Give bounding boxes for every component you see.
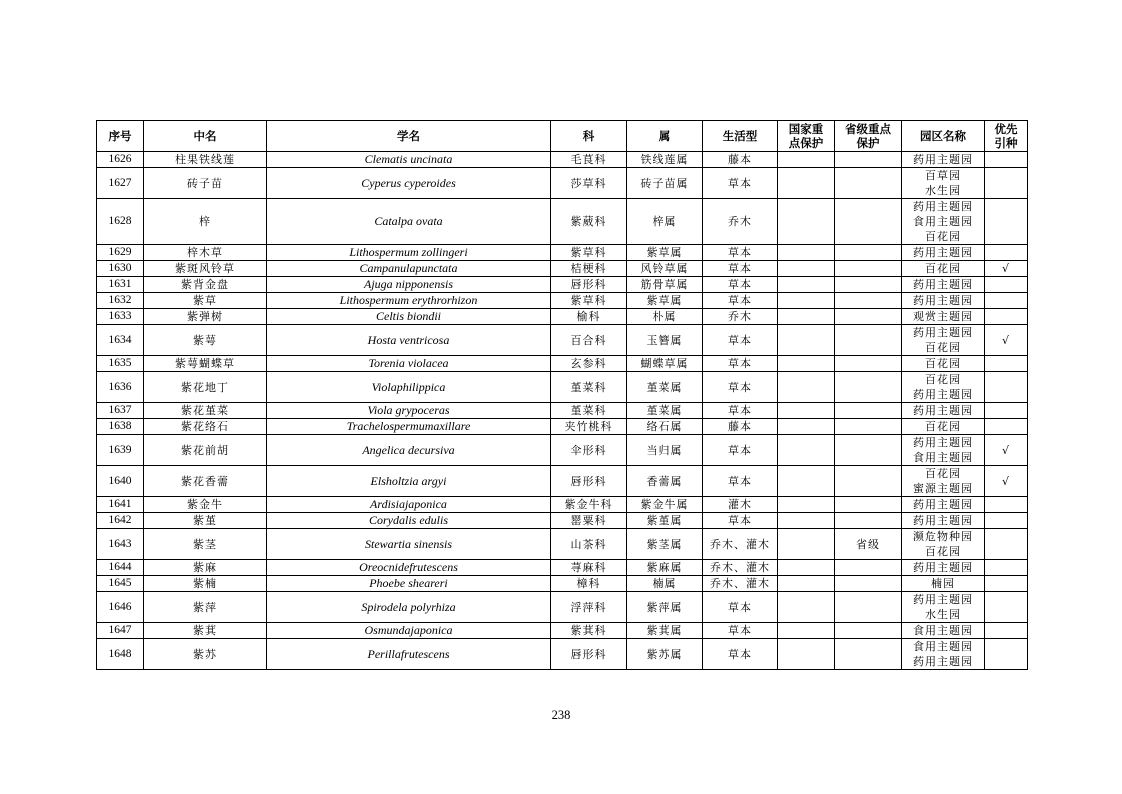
cell-sci-name: Lithospermum erythrorhizon (267, 293, 551, 309)
table-row (97, 293, 1028, 309)
cell-no: 1639 (97, 435, 144, 466)
cell-park-zone (902, 560, 985, 576)
cell-genus: 紫茎属 (627, 529, 703, 560)
header-national-protection: 国家重 点保护 (778, 121, 835, 152)
cell-cn-name: 紫萼蝴蝶草 (144, 356, 267, 372)
cell-life-form: 草本 (703, 466, 778, 497)
header-row (97, 121, 1028, 152)
cell-cn-name: 紫茎 (144, 529, 267, 560)
header-genus: 属 (627, 121, 703, 152)
cell-genus: 当归属 (627, 435, 703, 466)
park-zone-item: 药用主题园 (913, 200, 973, 213)
cell-cn-name: 紫草 (144, 293, 267, 309)
cell-genus: 铁线莲属 (627, 152, 703, 168)
park-zone-item: 百花园 (925, 420, 961, 433)
park-zone-item: 药用主题园 (913, 278, 973, 291)
cell-life-form: 草本 (703, 168, 778, 199)
park-zone-item: 百花园 (925, 545, 961, 558)
cell-national-protection (778, 576, 835, 592)
cell-no: 1643 (97, 529, 144, 560)
cell-provincial-protection (835, 372, 902, 403)
cell-no: 1638 (97, 419, 144, 435)
cell-park-zone (902, 529, 985, 560)
cell-genus: 筋骨草属 (627, 277, 703, 293)
cell-sci-name: Torenia violacea (267, 356, 551, 372)
table-row (97, 261, 1028, 277)
park-zone-item: 药用主题园 (913, 655, 973, 668)
cell-sci-name: Corydalis edulis (267, 513, 551, 529)
table-row (97, 560, 1028, 576)
cell-cn-name: 紫楠 (144, 576, 267, 592)
header-life-form: 生活型 (703, 121, 778, 152)
cell-life-form: 乔木、灌木 (703, 576, 778, 592)
cell-park-zone (902, 576, 985, 592)
cell-sci-name: Trachelospermumaxillare (267, 419, 551, 435)
table-row (97, 435, 1028, 466)
cell-life-form: 草本 (703, 261, 778, 277)
cell-sci-name: Lithospermum zollingeri (267, 245, 551, 261)
park-zone-item: 药用主题园 (913, 498, 973, 511)
table-row (97, 356, 1028, 372)
cell-cn-name: 紫萁 (144, 623, 267, 639)
table-row (97, 152, 1028, 168)
cell-priority (985, 403, 1028, 419)
park-zone-item: 药用主题园 (913, 388, 973, 401)
cell-priority (985, 372, 1028, 403)
cell-no: 1637 (97, 403, 144, 419)
cell-family: 紫草科 (551, 293, 627, 309)
cell-provincial-protection: 省级 (835, 529, 902, 560)
cell-priority (985, 592, 1028, 623)
cell-park-zone (902, 293, 985, 309)
cell-cn-name: 梓木草 (144, 245, 267, 261)
cell-provincial-protection (835, 623, 902, 639)
cell-park-zone (902, 261, 985, 277)
cell-park-zone (902, 623, 985, 639)
cell-life-form: 草本 (703, 372, 778, 403)
cell-sci-name: Stewartia sinensis (267, 529, 551, 560)
cell-genus: 紫萁属 (627, 623, 703, 639)
cell-provincial-protection (835, 261, 902, 277)
table-row (97, 513, 1028, 529)
cell-cn-name: 紫花香薷 (144, 466, 267, 497)
cell-sci-name: Violaphilippica (267, 372, 551, 403)
cell-life-form: 草本 (703, 513, 778, 529)
park-zone-item: 食用主题园 (913, 451, 973, 464)
cell-priority (985, 419, 1028, 435)
cell-national-protection (778, 168, 835, 199)
cell-priority (985, 168, 1028, 199)
park-zone-item: 药用主题园 (913, 514, 973, 527)
cell-priority (985, 576, 1028, 592)
cell-sci-name: Celtis biondii (267, 309, 551, 325)
cell-family: 紫萁科 (551, 623, 627, 639)
table-row (97, 168, 1028, 199)
cell-no: 1631 (97, 277, 144, 293)
cell-national-protection (778, 529, 835, 560)
cell-life-form: 草本 (703, 356, 778, 372)
cell-sci-name: Hosta ventricosa (267, 325, 551, 356)
table-row (97, 592, 1028, 623)
cell-genus: 风铃草属 (627, 261, 703, 277)
cell-cn-name: 紫弹树 (144, 309, 267, 325)
cell-park-zone (902, 325, 985, 356)
cell-life-form: 草本 (703, 325, 778, 356)
cell-national-protection (778, 639, 835, 670)
cell-national-protection (778, 372, 835, 403)
cell-park-zone (902, 309, 985, 325)
cell-family: 榆科 (551, 309, 627, 325)
cell-park-zone (902, 419, 985, 435)
table-row (97, 309, 1028, 325)
cell-cn-name: 砖子苗 (144, 168, 267, 199)
cell-park-zone (902, 199, 985, 245)
cell-provincial-protection (835, 466, 902, 497)
cell-priority (985, 199, 1028, 245)
cell-genus: 堇菜属 (627, 372, 703, 403)
cell-genus: 络石属 (627, 419, 703, 435)
cell-family: 莎草科 (551, 168, 627, 199)
cell-priority (985, 497, 1028, 513)
table-row (97, 372, 1028, 403)
cell-family: 唇形科 (551, 639, 627, 670)
cell-no: 1628 (97, 199, 144, 245)
cell-genus: 紫麻属 (627, 560, 703, 576)
header-priority: 优先 引种 (985, 121, 1028, 152)
cell-national-protection (778, 199, 835, 245)
cell-life-form: 草本 (703, 639, 778, 670)
cell-priority (985, 513, 1028, 529)
cell-family: 夹竹桃科 (551, 419, 627, 435)
cell-priority: √ (985, 261, 1028, 277)
cell-life-form: 草本 (703, 277, 778, 293)
table-row (97, 623, 1028, 639)
cell-family: 百合科 (551, 325, 627, 356)
cell-life-form: 藤本 (703, 419, 778, 435)
cell-priority (985, 309, 1028, 325)
cell-genus: 香薷属 (627, 466, 703, 497)
cell-cn-name: 紫萍 (144, 592, 267, 623)
cell-no: 1647 (97, 623, 144, 639)
cell-life-form: 藤本 (703, 152, 778, 168)
cell-priority (985, 639, 1028, 670)
park-zone-item: 食用主题园 (913, 215, 973, 228)
table-row (97, 199, 1028, 245)
cell-no: 1645 (97, 576, 144, 592)
cell-national-protection (778, 560, 835, 576)
park-zone-item: 百花园 (925, 373, 961, 386)
cell-national-protection (778, 435, 835, 466)
cell-life-form: 乔木、灌木 (703, 560, 778, 576)
park-zone-item: 药用主题园 (913, 593, 973, 606)
cell-no: 1635 (97, 356, 144, 372)
cell-cn-name: 紫麻 (144, 560, 267, 576)
cell-park-zone (902, 403, 985, 419)
table-row (97, 277, 1028, 293)
header-provincial-protection: 省级重点 保护 (835, 121, 902, 152)
cell-provincial-protection (835, 168, 902, 199)
header-no: 序号 (97, 121, 144, 152)
cell-no: 1632 (97, 293, 144, 309)
cell-genus: 紫草属 (627, 293, 703, 309)
page-number: 238 (551, 708, 571, 722)
cell-provincial-protection (835, 419, 902, 435)
cell-priority (985, 152, 1028, 168)
header-family: 科 (551, 121, 627, 152)
park-zone-item: 药用主题园 (913, 561, 973, 574)
cell-no: 1646 (97, 592, 144, 623)
cell-family: 堇菜科 (551, 403, 627, 419)
cell-no: 1633 (97, 309, 144, 325)
cell-no: 1640 (97, 466, 144, 497)
cell-sci-name: Catalpa ovata (267, 199, 551, 245)
cell-provincial-protection (835, 513, 902, 529)
cell-priority (985, 623, 1028, 639)
cell-priority (985, 529, 1028, 560)
cell-no: 1644 (97, 560, 144, 576)
table-row (97, 529, 1028, 560)
cell-genus: 紫堇属 (627, 513, 703, 529)
cell-national-protection (778, 513, 835, 529)
cell-family: 堇菜科 (551, 372, 627, 403)
cell-family: 荨麻科 (551, 560, 627, 576)
cell-genus: 楠属 (627, 576, 703, 592)
cell-cn-name: 紫花前胡 (144, 435, 267, 466)
cell-national-protection (778, 325, 835, 356)
cell-national-protection (778, 261, 835, 277)
cell-cn-name: 柱果铁线莲 (144, 152, 267, 168)
cell-park-zone (902, 245, 985, 261)
table-row (97, 639, 1028, 670)
cell-national-protection (778, 152, 835, 168)
cell-genus: 紫萍属 (627, 592, 703, 623)
table-row (97, 245, 1028, 261)
cell-family: 罂粟科 (551, 513, 627, 529)
cell-life-form: 草本 (703, 403, 778, 419)
cell-life-form: 灌木 (703, 497, 778, 513)
cell-national-protection (778, 592, 835, 623)
park-zone-item: 百草园 (925, 169, 961, 182)
cell-sci-name: Ardisiajaponica (267, 497, 551, 513)
cell-cn-name: 紫花络石 (144, 419, 267, 435)
cell-no: 1630 (97, 261, 144, 277)
cell-sci-name: Ajuga nipponensis (267, 277, 551, 293)
cell-sci-name: Angelica decursiva (267, 435, 551, 466)
cell-sci-name: Clematis uncinata (267, 152, 551, 168)
cell-provincial-protection (835, 560, 902, 576)
cell-provincial-protection (835, 325, 902, 356)
cell-park-zone (902, 277, 985, 293)
cell-national-protection (778, 419, 835, 435)
park-zone-item: 濒危物种园 (913, 530, 973, 543)
cell-park-zone (902, 639, 985, 670)
cell-park-zone (902, 497, 985, 513)
cell-sci-name: Elsholtzia argyi (267, 466, 551, 497)
header-park-zone: 园区名称 (902, 121, 985, 152)
cell-priority: √ (985, 435, 1028, 466)
park-zone-item: 百花园 (925, 467, 961, 480)
cell-sci-name: Phoebe sheareri (267, 576, 551, 592)
table-row (97, 497, 1028, 513)
cell-family: 紫葳科 (551, 199, 627, 245)
cell-priority (985, 277, 1028, 293)
cell-genus: 堇菜属 (627, 403, 703, 419)
cell-no: 1626 (97, 152, 144, 168)
cell-provincial-protection (835, 245, 902, 261)
cell-priority (985, 293, 1028, 309)
cell-genus: 紫苏属 (627, 639, 703, 670)
cell-park-zone (902, 466, 985, 497)
cell-no: 1641 (97, 497, 144, 513)
cell-national-protection (778, 245, 835, 261)
cell-cn-name: 紫花地丁 (144, 372, 267, 403)
cell-family: 伞形科 (551, 435, 627, 466)
cell-genus: 朴属 (627, 309, 703, 325)
park-zone-item: 药用主题园 (913, 246, 973, 259)
cell-cn-name: 梓 (144, 199, 267, 245)
cell-national-protection (778, 623, 835, 639)
cell-family: 紫金牛科 (551, 497, 627, 513)
cell-genus: 砖子苗属 (627, 168, 703, 199)
cell-park-zone (902, 152, 985, 168)
cell-genus: 紫草属 (627, 245, 703, 261)
cell-genus: 紫金牛属 (627, 497, 703, 513)
cell-sci-name: Viola grypoceras (267, 403, 551, 419)
cell-genus: 蝴蝶草属 (627, 356, 703, 372)
cell-life-form: 乔木 (703, 199, 778, 245)
cell-family: 唇形科 (551, 466, 627, 497)
cell-provincial-protection (835, 277, 902, 293)
park-zone-item: 药用主题园 (913, 326, 973, 339)
cell-national-protection (778, 466, 835, 497)
cell-park-zone (902, 356, 985, 372)
cell-family: 樟科 (551, 576, 627, 592)
cell-no: 1636 (97, 372, 144, 403)
cell-priority: √ (985, 466, 1028, 497)
cell-provincial-protection (835, 639, 902, 670)
cell-cn-name: 紫苏 (144, 639, 267, 670)
cell-provincial-protection (835, 152, 902, 168)
cell-life-form: 乔木、灌木 (703, 529, 778, 560)
cell-sci-name: Campanulapunctata (267, 261, 551, 277)
cell-park-zone (902, 592, 985, 623)
park-zone-item: 药用主题园 (913, 404, 973, 417)
table-row (97, 576, 1028, 592)
cell-provincial-protection (835, 497, 902, 513)
cell-no: 1642 (97, 513, 144, 529)
header-sci-name: 学名 (267, 121, 551, 152)
park-zone-item: 食用主题园 (913, 640, 973, 653)
cell-provincial-protection (835, 356, 902, 372)
cell-sci-name: Perillafrutescens (267, 639, 551, 670)
table-row (97, 466, 1028, 497)
park-zone-item: 蜜源主题园 (913, 482, 973, 495)
cell-cn-name: 紫萼 (144, 325, 267, 356)
cell-national-protection (778, 309, 835, 325)
cell-sci-name: Oreocnidefrutescens (267, 560, 551, 576)
park-zone-item: 水生园 (925, 608, 961, 621)
cell-park-zone (902, 168, 985, 199)
cell-provincial-protection (835, 309, 902, 325)
cell-cn-name: 紫斑风铃草 (144, 261, 267, 277)
cell-sci-name: Spirodela polyrhiza (267, 592, 551, 623)
cell-national-protection (778, 356, 835, 372)
park-zone-item: 百花园 (925, 230, 961, 243)
cell-life-form: 草本 (703, 592, 778, 623)
cell-family: 唇形科 (551, 277, 627, 293)
cell-life-form: 乔木 (703, 309, 778, 325)
cell-family: 山茶科 (551, 529, 627, 560)
cell-provincial-protection (835, 576, 902, 592)
park-zone-item: 楠园 (931, 577, 955, 590)
cell-national-protection (778, 403, 835, 419)
table-row (97, 325, 1028, 356)
cell-no: 1629 (97, 245, 144, 261)
cell-national-protection (778, 293, 835, 309)
cell-family: 毛茛科 (551, 152, 627, 168)
cell-family: 紫草科 (551, 245, 627, 261)
cell-no: 1627 (97, 168, 144, 199)
cell-family: 玄参科 (551, 356, 627, 372)
cell-priority (985, 356, 1028, 372)
cell-park-zone (902, 513, 985, 529)
cell-provincial-protection (835, 592, 902, 623)
header-cn-name: 中名 (144, 121, 267, 152)
cell-park-zone (902, 435, 985, 466)
cell-family: 浮萍科 (551, 592, 627, 623)
cell-no: 1648 (97, 639, 144, 670)
cell-park-zone (902, 372, 985, 403)
park-zone-item: 百花园 (925, 357, 961, 370)
cell-genus: 梓属 (627, 199, 703, 245)
table-row (97, 419, 1028, 435)
cell-provincial-protection (835, 435, 902, 466)
cell-priority (985, 560, 1028, 576)
park-zone-item: 水生园 (925, 184, 961, 197)
park-zone-item: 药用主题园 (913, 153, 973, 166)
cell-life-form: 草本 (703, 435, 778, 466)
cell-cn-name: 紫花堇菜 (144, 403, 267, 419)
cell-genus: 玉簪属 (627, 325, 703, 356)
cell-life-form: 草本 (703, 245, 778, 261)
park-zone-item: 观赏主题园 (913, 310, 973, 323)
cell-sci-name: Osmundajaponica (267, 623, 551, 639)
cell-family: 桔梗科 (551, 261, 627, 277)
cell-provincial-protection (835, 293, 902, 309)
cell-national-protection (778, 497, 835, 513)
cell-national-protection (778, 277, 835, 293)
cell-cn-name: 紫背金盘 (144, 277, 267, 293)
cell-life-form: 草本 (703, 293, 778, 309)
cell-provincial-protection (835, 199, 902, 245)
cell-provincial-protection (835, 403, 902, 419)
table-row (97, 403, 1028, 419)
cell-priority (985, 245, 1028, 261)
park-zone-item: 百花园 (925, 262, 961, 275)
park-zone-item: 食用主题园 (913, 624, 973, 637)
park-zone-item: 药用主题园 (913, 436, 973, 449)
plant-catalog-table (96, 120, 1028, 670)
cell-cn-name: 紫堇 (144, 513, 267, 529)
cell-priority: √ (985, 325, 1028, 356)
cell-no: 1634 (97, 325, 144, 356)
cell-life-form: 草本 (703, 623, 778, 639)
cell-cn-name: 紫金牛 (144, 497, 267, 513)
park-zone-item: 药用主题园 (913, 294, 973, 307)
cell-sci-name: Cyperus cyperoides (267, 168, 551, 199)
park-zone-item: 百花园 (925, 341, 961, 354)
